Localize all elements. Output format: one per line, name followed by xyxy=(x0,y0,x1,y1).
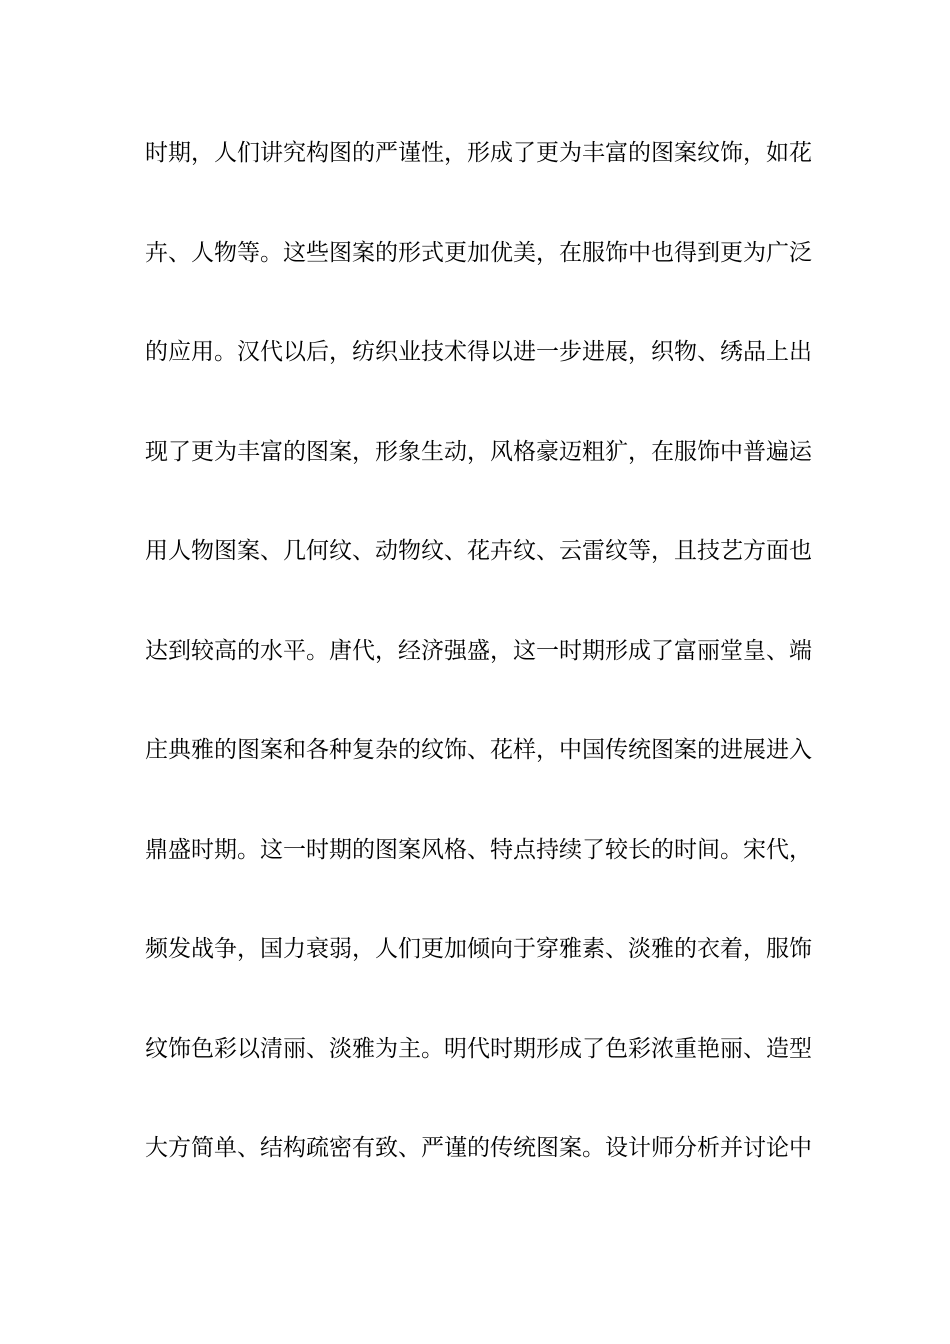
body-text xyxy=(145,131,815,1226)
text-line-9: 频发战争，国力衰弱，人们更加倾向于穿雅素、淡雅的衣着，服饰 xyxy=(145,936,812,962)
text-line-3: 的应用。汉代以后，纺织业技术得以进一步进展，织物、绣品上出 xyxy=(145,339,812,365)
text-line-4: 现了更为丰富的图案，形象生动，风格豪迈粗犷，在服饰中普遍运 xyxy=(145,438,812,465)
text-line-1: 时期，人们讲究构图的严谨性，形成了更为丰富的图案纹饰，如花 xyxy=(145,140,812,166)
text-line-11: 大方简单、结构疏密有致、严谨的传统图案。设计师分析并讨论中 xyxy=(145,1135,812,1161)
text-line-8: 鼎盛时期。这一时期的图案风格、特点持续了较长的时间。宋代， xyxy=(145,836,812,863)
text-line-6: 达到较高的水平。唐代，经济强盛，这一时期形成了富丽堂皇、端 xyxy=(145,637,812,664)
text-line-5: 用人物图案、几何纹、动物纹、花卉纹、云雷纹等，且技艺方面也 xyxy=(145,538,812,564)
text-line-7: 庄典雅的图案和各种复杂的纹饰、花样，中国传统图案的进展进入 xyxy=(145,737,812,763)
text-line-10: 纹饰色彩以清丽、淡雅为主。明代时期形成了色彩浓重艳丽、造型 xyxy=(145,1035,812,1062)
text-line-2: 卉、人物等。这些图案的形式更加优美，在服饰中也得到更为广泛 xyxy=(145,239,812,266)
